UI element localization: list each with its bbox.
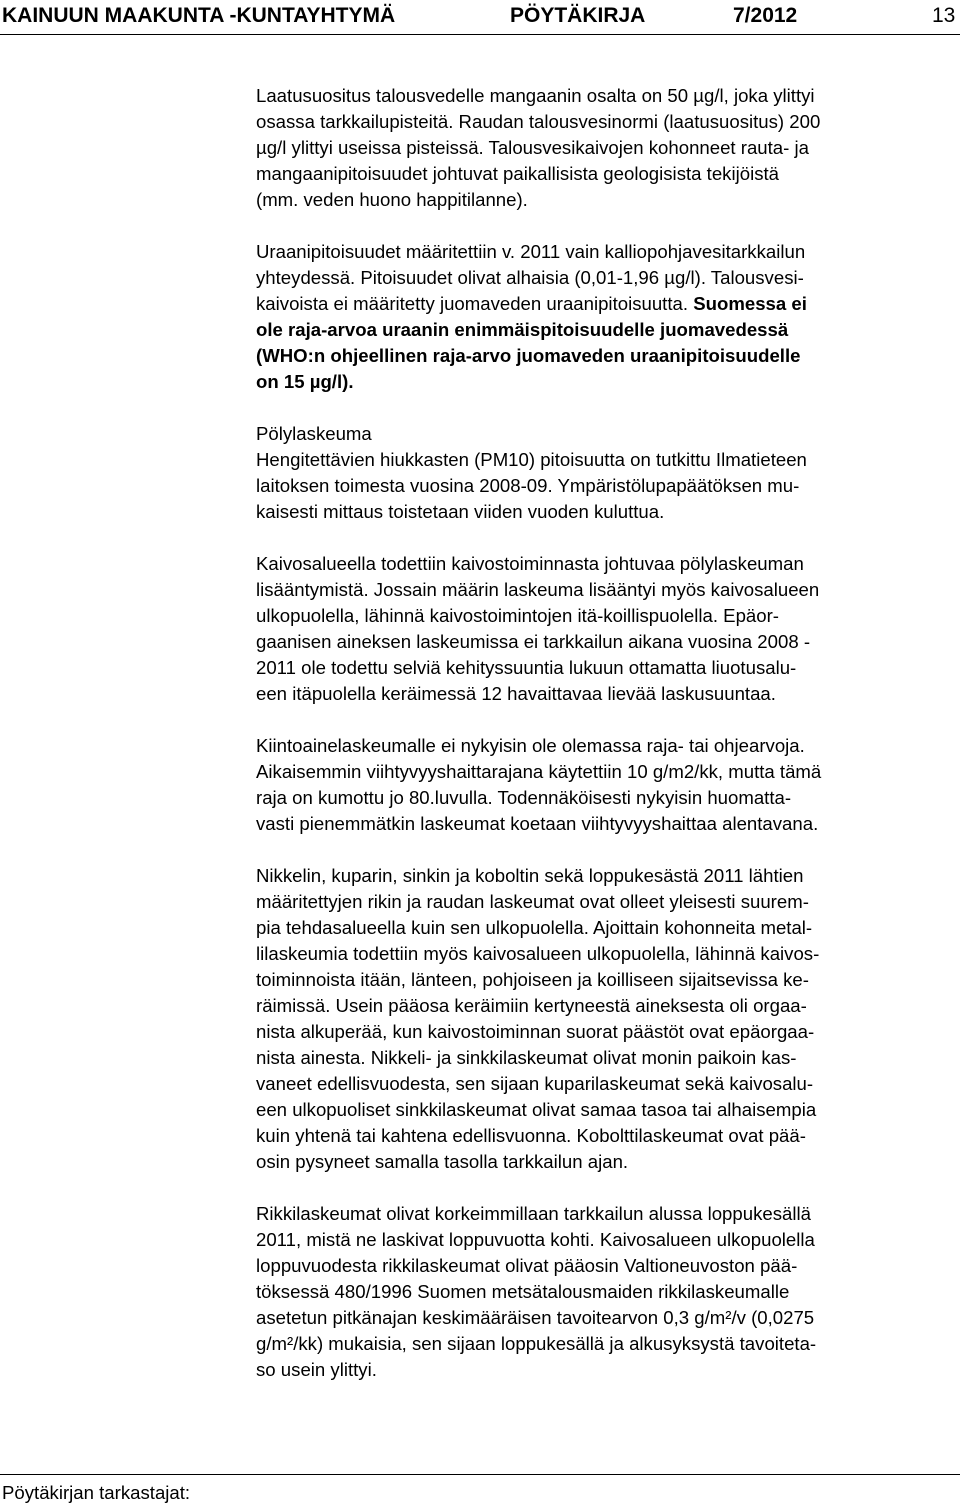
text-segment: Kaivosalueella todettiin kaivostoiminnasta johtuvaa pölylaskeuman <box>256 553 804 574</box>
document-type: PÖYTÄKIRJA <box>510 4 646 27</box>
text-line <box>256 83 956 109</box>
text-line <box>256 161 956 187</box>
text-line <box>256 993 956 1019</box>
text-line <box>256 941 956 967</box>
footer-divider <box>0 1474 960 1475</box>
bold-text: on 15 µg/l). <box>256 371 354 392</box>
text-line <box>256 1071 956 1097</box>
text-line <box>256 1097 956 1123</box>
text-line <box>256 499 956 525</box>
text-segment: 2011, mistä ne laskivat loppuvuotta kohti. Kaivosalueen ulkopuolella <box>256 1229 815 1250</box>
text-line <box>256 447 956 473</box>
text-segment: Hengitettävien hiukkasten (PM10) pitoisuutta on tutkittu Ilmatieteen <box>256 449 807 470</box>
text-line <box>256 239 956 265</box>
text-line <box>256 135 956 161</box>
text-segment: lilaskeumia todettiin myös kaivosalueen ulkopuolella, lähinnä kaivos- <box>256 943 820 964</box>
bold-text: ole raja-arvoa uraanin enimmäispitoisuudelle juomavedessä <box>256 319 789 340</box>
text-line <box>256 733 956 759</box>
text-line <box>256 759 956 785</box>
text-line <box>256 1253 956 1279</box>
paragraph <box>256 239 956 395</box>
text-line <box>256 187 956 213</box>
footer-reviewers-label: Pöytäkirjan tarkastajat: <box>2 1482 191 1503</box>
document-number: 7/2012 <box>733 4 798 27</box>
text-segment: määritettyjen rikin ja raudan laskeumat ovat olleet yleisesti suurem- <box>256 891 809 912</box>
text-line <box>256 1305 956 1331</box>
text-segment: lisääntymistä. Jossain määrin laskeuma lisääntyi myös kaivosalueen <box>256 579 820 600</box>
text-segment: pia tehdasalueella kuin sen ulkopuolella. Ajoittain kohonneita metal- <box>256 917 813 938</box>
text-line <box>256 785 956 811</box>
paragraph <box>256 733 956 837</box>
text-segment: g/m²/kk) mukaisia, sen sijaan loppukesällä ja alkusyksystä tavoiteta- <box>256 1333 817 1354</box>
text-segment: loppuvuodesta rikkilaskeumat olivat pääosin Valtioneuvoston pää- <box>256 1255 798 1276</box>
text-line <box>256 967 956 993</box>
text-segment: nista ainesta. Nikkeli- ja sinkkilaskeumat olivat monin paikoin kas- <box>256 1047 797 1068</box>
text-line <box>256 343 956 369</box>
text-line <box>256 915 956 941</box>
text-line <box>256 603 956 629</box>
text-line <box>256 1279 956 1305</box>
paragraph <box>256 1201 956 1383</box>
header-divider <box>0 34 960 35</box>
bold-text: (WHO:n ohjeellinen raja-arvo juomaveden uraanipitoisuudelle <box>256 345 801 366</box>
text-segment: osassa tarkkailupisteitä. Raudan talousvesinormi (laatusuositus) 200 <box>256 111 821 132</box>
text-segment: een itäpuolella keräimessä 12 havaittavaa lievää laskusuuntaa. <box>256 683 776 704</box>
text-segment: räimissä. Usein pääosa keräimiin kertyneestä aineksesta oli orgaa- <box>256 995 807 1016</box>
text-line <box>256 1123 956 1149</box>
text-segment: Pölylaskeuma <box>256 423 372 444</box>
text-segment: mangaanipitoisuudet johtuvat paikallisista geologisista tekijöistä <box>256 163 780 184</box>
text-line <box>256 1201 956 1227</box>
text-line <box>256 655 956 681</box>
text-line <box>256 1019 956 1045</box>
text-line <box>256 629 956 655</box>
organization-name: KAINUUN MAAKUNTA -KUNTAYHTYMÄ <box>2 4 396 27</box>
page-header <box>0 0 960 34</box>
text-line <box>256 1045 956 1071</box>
text-line <box>256 1149 956 1175</box>
paragraph <box>256 863 956 1175</box>
paragraph <box>256 551 956 707</box>
text-line <box>256 421 956 447</box>
text-segment: Aikaisemmin viihtyvyyshaittarajana käytettiin 10 g/m2/kk, mutta tämä <box>256 761 822 782</box>
bold-text: Suomessa ei <box>693 293 807 314</box>
text-line <box>256 577 956 603</box>
paragraph <box>256 83 956 213</box>
text-segment: töksessä 480/1996 Suomen metsätalousmaiden rikkilaskeumalle <box>256 1281 790 1302</box>
text-segment: laitoksen toimesta vuosina 2008-09. Ympäristölupapäätöksen mu- <box>256 475 800 496</box>
text-segment: vasti pienemmätkin laskeumat koetaan viihtyvyyshaittaa alentavana. <box>256 813 819 834</box>
text-line <box>256 291 956 317</box>
text-line <box>256 1357 956 1383</box>
text-line <box>256 317 956 343</box>
text-segment: 2011 ole todettu selviä kehityssuuntia lukuun ottamatta liuotusalu- <box>256 657 797 678</box>
text-segment: kaivoista ei määritetty juomaveden uraanipitoisuutta. <box>256 293 694 314</box>
text-segment: een ulkopuoliset sinkkilaskeumat olivat samaa tasoa tai alhaisempia <box>256 1099 817 1120</box>
text-segment: nista alkuperää, kun kaivostoiminnan suorat päästöt ovat epäorgaa- <box>256 1021 815 1042</box>
text-segment: Kiintoainelaskeumalle ei nykyisin ole olemassa raja- tai ohjearvoja. <box>256 735 805 756</box>
document-body <box>256 83 956 1383</box>
text-line <box>256 369 956 395</box>
text-line <box>256 109 956 135</box>
text-segment: yhteydessä. Pitoisuudet olivat alhaisia (0,01-1,96 µg/l). Talousvesi- <box>256 267 804 288</box>
text-segment: kuin yhtenä tai kahtena edellisvuonna. Kobolttilaskeumat ovat pää- <box>256 1125 806 1146</box>
text-line <box>256 1227 956 1253</box>
text-segment: µg/l ylittyi useissa pisteissä. Talousvesikaivojen kohonneet rauta- ja <box>256 137 809 158</box>
text-line <box>256 889 956 915</box>
text-segment: Rikkilaskeumat olivat korkeimmillaan tarkkailun alussa loppukesällä <box>256 1203 811 1224</box>
text-line <box>256 1331 956 1357</box>
text-segment: kaisesti mittaus toistetaan viiden vuoden kuluttua. <box>256 501 665 522</box>
text-segment: Laatusuositus talousvedelle mangaanin osalta on 50 µg/l, joka ylittyi <box>256 85 815 106</box>
text-line <box>256 265 956 291</box>
text-segment: vaneet edellisvuodesta, sen sijaan kuparilaskeumat sekä kaivosalu- <box>256 1073 814 1094</box>
text-segment: raja on kumottu jo 80.luvulla. Todennäköisesti nykyisin huomatta- <box>256 787 792 808</box>
text-line <box>256 681 956 707</box>
text-segment: Uraanipitoisuudet määritettiin v. 2011 vain kalliopohjavesitarkkailun <box>256 241 806 262</box>
text-segment: gaanisen aineksen laskeumissa ei tarkkailun aikana vuosina 2008 - <box>256 631 811 652</box>
text-line <box>256 551 956 577</box>
text-segment: ulkopuolella, lähinnä kaivostoimintojen itä-koillispuolella. Epäor- <box>256 605 779 626</box>
text-segment: asetetun pitkänajan keskimääräisen tavoitearvon 0,3 g/m²/v (0,0275 <box>256 1307 815 1328</box>
text-segment: osin pysyneet samalla tasolla tarkkailun ajan. <box>256 1151 629 1172</box>
text-segment: toiminnoista itään, länteen, pohjoiseen ja koilliseen sijaitsevissa ke- <box>256 969 809 990</box>
text-line <box>256 811 956 837</box>
paragraph <box>256 421 956 525</box>
text-segment: (mm. veden huono happitilanne). <box>256 189 528 210</box>
text-segment: so usein ylittyi. <box>256 1359 377 1380</box>
text-line <box>256 863 956 889</box>
text-line <box>256 473 956 499</box>
page-number: 13 <box>932 4 956 27</box>
text-segment: Nikkelin, kuparin, sinkin ja koboltin sekä loppukesästä 2011 lähtien <box>256 865 804 886</box>
